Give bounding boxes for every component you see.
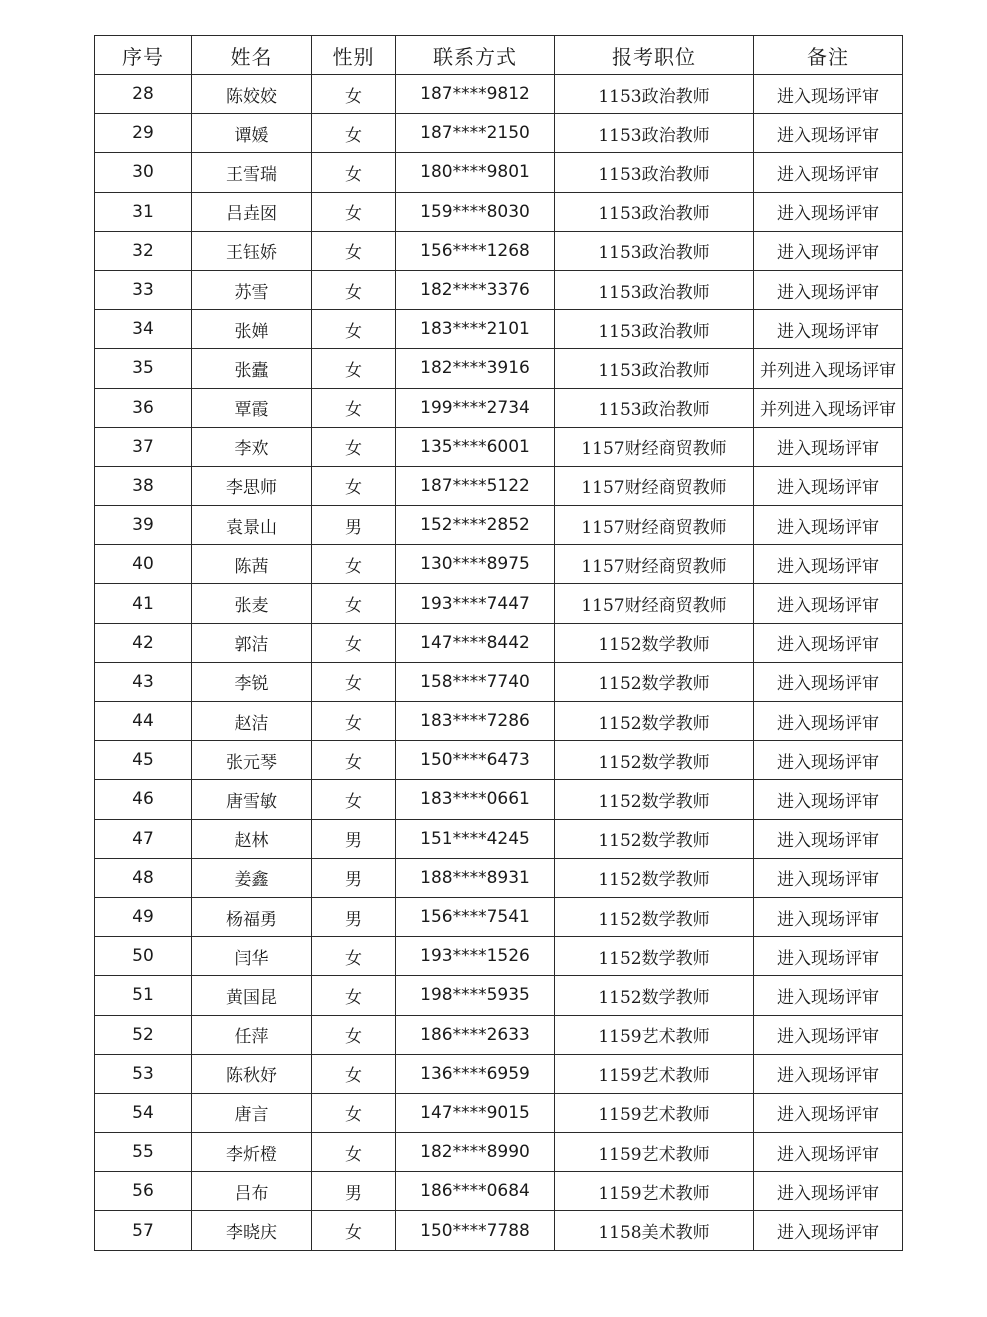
row-contact-cell: 130****8975 (396, 545, 555, 584)
row-contact-cell: 158****7740 (396, 662, 555, 701)
row-gender-cell: 女 (312, 466, 396, 505)
row-gender-cell: 女 (312, 231, 396, 270)
row-contact-cell: 156****1268 (396, 231, 555, 270)
row-gender-cell: 男 (312, 897, 396, 936)
row-index-cell: 45 (95, 741, 192, 780)
row-position-cell: 1152数学教师 (555, 702, 754, 741)
row-position-cell: 1153政治教师 (555, 231, 754, 270)
row-index-cell: 43 (95, 662, 192, 701)
row-name-cell: 唐言 (192, 1093, 312, 1132)
row-position-cell: 1152数学教师 (555, 780, 754, 819)
header-index: 序号 (95, 36, 192, 75)
row-name-cell: 李锐 (192, 662, 312, 701)
row-position-cell: 1159艺术教师 (555, 1015, 754, 1054)
row-gender-cell: 女 (312, 545, 396, 584)
row-gender-cell: 女 (312, 75, 396, 114)
row-contact-cell: 151****4245 (396, 819, 555, 858)
row-contact-cell: 183****2101 (396, 310, 555, 349)
row-contact-cell: 193****1526 (396, 937, 555, 976)
header-remark: 备注 (754, 36, 903, 75)
row-gender-cell: 女 (312, 937, 396, 976)
row-contact-cell: 150****7788 (396, 1211, 555, 1250)
row-position-cell: 1152数学教师 (555, 741, 754, 780)
row-remark-cell: 进入现场评审 (754, 780, 903, 819)
row-contact-cell: 182****8990 (396, 1133, 555, 1172)
row-position-cell: 1159艺术教师 (555, 1133, 754, 1172)
row-remark-cell: 进入现场评审 (754, 466, 903, 505)
row-position-cell: 1157财经商贸教师 (555, 427, 754, 466)
row-index-cell: 57 (95, 1211, 192, 1250)
row-index-cell: 36 (95, 388, 192, 427)
row-name-cell: 李思师 (192, 466, 312, 505)
row-contact-cell: 193****7447 (396, 584, 555, 623)
candidate-table (94, 35, 903, 1251)
row-gender-cell: 女 (312, 114, 396, 153)
row-remark-cell: 进入现场评审 (754, 270, 903, 309)
row-gender-cell: 男 (312, 1172, 396, 1211)
row-index-cell: 38 (95, 466, 192, 505)
row-contact-cell: 182****3376 (396, 270, 555, 309)
row-remark-cell: 进入现场评审 (754, 506, 903, 545)
row-gender-cell: 男 (312, 858, 396, 897)
row-index-cell: 32 (95, 231, 192, 270)
row-contact-cell: 147****8442 (396, 623, 555, 662)
row-position-cell: 1157财经商贸教师 (555, 545, 754, 584)
row-remark-cell: 进入现场评审 (754, 153, 903, 192)
row-contact-cell: 135****6001 (396, 427, 555, 466)
header-position: 报考职位 (555, 36, 754, 75)
row-name-cell: 李炘橙 (192, 1133, 312, 1172)
row-index-cell: 52 (95, 1015, 192, 1054)
row-contact-cell: 199****2734 (396, 388, 555, 427)
row-remark-cell: 进入现场评审 (754, 427, 903, 466)
row-name-cell: 闫华 (192, 937, 312, 976)
row-contact-cell: 147****9015 (396, 1093, 555, 1132)
row-name-cell: 王雪瑞 (192, 153, 312, 192)
row-contact-cell: 186****2633 (396, 1015, 555, 1054)
row-contact-cell: 183****7286 (396, 702, 555, 741)
table-row (95, 545, 903, 584)
row-index-cell: 31 (95, 192, 192, 231)
row-position-cell: 1158美术教师 (555, 1211, 754, 1250)
row-remark-cell: 进入现场评审 (754, 1093, 903, 1132)
table-row (95, 75, 903, 114)
table-row (95, 702, 903, 741)
row-contact-cell: 150****6473 (396, 741, 555, 780)
table-row (95, 937, 903, 976)
row-name-cell: 吕垚囡 (192, 192, 312, 231)
table-body (95, 75, 903, 1251)
row-contact-cell: 187****5122 (396, 466, 555, 505)
row-position-cell: 1152数学教师 (555, 662, 754, 701)
row-position-cell: 1157财经商贸教师 (555, 506, 754, 545)
row-name-cell: 陈姣姣 (192, 75, 312, 114)
row-contact-cell: 180****9801 (396, 153, 555, 192)
row-contact-cell: 136****6959 (396, 1054, 555, 1093)
row-name-cell: 黄国昆 (192, 976, 312, 1015)
row-gender-cell: 女 (312, 1093, 396, 1132)
row-index-cell: 33 (95, 270, 192, 309)
row-name-cell: 王钰娇 (192, 231, 312, 270)
table-row (95, 310, 903, 349)
row-remark-cell: 进入现场评审 (754, 662, 903, 701)
row-gender-cell: 女 (312, 1015, 396, 1054)
table-row (95, 231, 903, 270)
row-gender-cell: 女 (312, 1133, 396, 1172)
row-position-cell: 1159艺术教师 (555, 1054, 754, 1093)
row-name-cell: 唐雪敏 (192, 780, 312, 819)
row-contact-cell: 156****7541 (396, 897, 555, 936)
row-remark-cell: 进入现场评审 (754, 937, 903, 976)
table-row (95, 1211, 903, 1250)
row-position-cell: 1152数学教师 (555, 858, 754, 897)
table-row (95, 270, 903, 309)
row-index-cell: 28 (95, 75, 192, 114)
row-position-cell: 1153政治教师 (555, 75, 754, 114)
row-gender-cell: 女 (312, 976, 396, 1015)
row-contact-cell: 152****2852 (396, 506, 555, 545)
header-name: 姓名 (192, 36, 312, 75)
table-row (95, 780, 903, 819)
row-position-cell: 1152数学教师 (555, 897, 754, 936)
row-name-cell: 陈秋妤 (192, 1054, 312, 1093)
row-position-cell: 1153政治教师 (555, 270, 754, 309)
row-index-cell: 53 (95, 1054, 192, 1093)
row-index-cell: 48 (95, 858, 192, 897)
row-position-cell: 1153政治教师 (555, 310, 754, 349)
row-gender-cell: 女 (312, 388, 396, 427)
row-position-cell: 1152数学教师 (555, 623, 754, 662)
table-row (95, 858, 903, 897)
row-name-cell: 苏雪 (192, 270, 312, 309)
table-row (95, 1054, 903, 1093)
row-position-cell: 1157财经商贸教师 (555, 584, 754, 623)
row-remark-cell: 进入现场评审 (754, 702, 903, 741)
row-position-cell: 1153政治教师 (555, 114, 754, 153)
table-header-row (95, 36, 903, 75)
row-name-cell: 吕布 (192, 1172, 312, 1211)
row-remark-cell: 进入现场评审 (754, 741, 903, 780)
row-index-cell: 44 (95, 702, 192, 741)
row-position-cell: 1153政治教师 (555, 349, 754, 388)
table-row (95, 819, 903, 858)
row-remark-cell: 进入现场评审 (754, 75, 903, 114)
row-gender-cell: 女 (312, 584, 396, 623)
row-index-cell: 42 (95, 623, 192, 662)
table-row (95, 466, 903, 505)
row-name-cell: 赵洁 (192, 702, 312, 741)
row-remark-cell: 进入现场评审 (754, 1133, 903, 1172)
row-index-cell: 51 (95, 976, 192, 1015)
row-index-cell: 56 (95, 1172, 192, 1211)
row-position-cell: 1153政治教师 (555, 388, 754, 427)
row-remark-cell: 进入现场评审 (754, 976, 903, 1015)
row-index-cell: 54 (95, 1093, 192, 1132)
row-remark-cell: 进入现场评审 (754, 114, 903, 153)
row-index-cell: 47 (95, 819, 192, 858)
row-name-cell: 张婵 (192, 310, 312, 349)
row-gender-cell: 女 (312, 349, 396, 388)
table-row (95, 349, 903, 388)
row-contact-cell: 198****5935 (396, 976, 555, 1015)
row-remark-cell: 进入现场评审 (754, 1015, 903, 1054)
row-gender-cell: 女 (312, 427, 396, 466)
row-contact-cell: 188****8931 (396, 858, 555, 897)
row-name-cell: 张麦 (192, 584, 312, 623)
table-row (95, 1172, 903, 1211)
table-row (95, 623, 903, 662)
row-index-cell: 39 (95, 506, 192, 545)
row-name-cell: 陈茜 (192, 545, 312, 584)
row-index-cell: 34 (95, 310, 192, 349)
header-contact: 联系方式 (396, 36, 555, 75)
row-gender-cell: 女 (312, 1054, 396, 1093)
row-index-cell: 29 (95, 114, 192, 153)
row-gender-cell: 女 (312, 270, 396, 309)
row-remark-cell: 并列进入现场评审 (754, 388, 903, 427)
row-gender-cell: 女 (312, 702, 396, 741)
table-row (95, 114, 903, 153)
row-remark-cell: 进入现场评审 (754, 1172, 903, 1211)
row-contact-cell: 186****0684 (396, 1172, 555, 1211)
row-name-cell: 覃霞 (192, 388, 312, 427)
row-remark-cell: 进入现场评审 (754, 1054, 903, 1093)
row-name-cell: 张元琴 (192, 741, 312, 780)
row-remark-cell: 进入现场评审 (754, 1211, 903, 1250)
row-name-cell: 任萍 (192, 1015, 312, 1054)
row-position-cell: 1157财经商贸教师 (555, 466, 754, 505)
row-gender-cell: 男 (312, 506, 396, 545)
row-name-cell: 张蠹 (192, 349, 312, 388)
row-index-cell: 35 (95, 349, 192, 388)
row-position-cell: 1152数学教师 (555, 819, 754, 858)
row-remark-cell: 进入现场评审 (754, 819, 903, 858)
row-remark-cell: 进入现场评审 (754, 584, 903, 623)
row-gender-cell: 女 (312, 741, 396, 780)
row-name-cell: 姜鑫 (192, 858, 312, 897)
table-row (95, 388, 903, 427)
row-name-cell: 郭洁 (192, 623, 312, 662)
row-contact-cell: 183****0661 (396, 780, 555, 819)
table-row (95, 584, 903, 623)
row-position-cell: 1152数学教师 (555, 937, 754, 976)
row-name-cell: 赵林 (192, 819, 312, 858)
row-contact-cell: 182****3916 (396, 349, 555, 388)
row-contact-cell: 187****2150 (396, 114, 555, 153)
row-position-cell: 1159艺术教师 (555, 1172, 754, 1211)
row-position-cell: 1159艺术教师 (555, 1093, 754, 1132)
table-row (95, 1093, 903, 1132)
row-remark-cell: 进入现场评审 (754, 858, 903, 897)
row-name-cell: 李晓庆 (192, 1211, 312, 1250)
table-row (95, 1015, 903, 1054)
row-gender-cell: 女 (312, 192, 396, 231)
row-gender-cell: 女 (312, 623, 396, 662)
table-row (95, 1133, 903, 1172)
row-remark-cell: 进入现场评审 (754, 310, 903, 349)
row-remark-cell: 进入现场评审 (754, 231, 903, 270)
roster-sheet (94, 35, 902, 1251)
row-index-cell: 41 (95, 584, 192, 623)
row-index-cell: 49 (95, 897, 192, 936)
row-position-cell: 1152数学教师 (555, 976, 754, 1015)
table-row (95, 153, 903, 192)
table-row (95, 897, 903, 936)
row-gender-cell: 女 (312, 310, 396, 349)
row-remark-cell: 进入现场评审 (754, 623, 903, 662)
row-name-cell: 李欢 (192, 427, 312, 466)
row-index-cell: 40 (95, 545, 192, 584)
row-index-cell: 55 (95, 1133, 192, 1172)
table-row (95, 741, 903, 780)
row-name-cell: 杨福勇 (192, 897, 312, 936)
row-position-cell: 1153政治教师 (555, 153, 754, 192)
row-remark-cell: 进入现场评审 (754, 897, 903, 936)
table-row (95, 506, 903, 545)
row-gender-cell: 女 (312, 780, 396, 819)
table-row (95, 662, 903, 701)
table-row (95, 976, 903, 1015)
row-index-cell: 46 (95, 780, 192, 819)
row-index-cell: 37 (95, 427, 192, 466)
table-row (95, 427, 903, 466)
row-name-cell: 谭媛 (192, 114, 312, 153)
row-index-cell: 50 (95, 937, 192, 976)
row-contact-cell: 159****8030 (396, 192, 555, 231)
row-gender-cell: 女 (312, 662, 396, 701)
row-position-cell: 1153政治教师 (555, 192, 754, 231)
table-row (95, 192, 903, 231)
row-index-cell: 30 (95, 153, 192, 192)
row-remark-cell: 进入现场评审 (754, 545, 903, 584)
row-contact-cell: 187****9812 (396, 75, 555, 114)
header-gender: 性别 (312, 36, 396, 75)
row-remark-cell: 进入现场评审 (754, 192, 903, 231)
row-name-cell: 袁景山 (192, 506, 312, 545)
row-gender-cell: 女 (312, 1211, 396, 1250)
row-gender-cell: 男 (312, 819, 396, 858)
row-gender-cell: 女 (312, 153, 396, 192)
row-remark-cell: 并列进入现场评审 (754, 349, 903, 388)
